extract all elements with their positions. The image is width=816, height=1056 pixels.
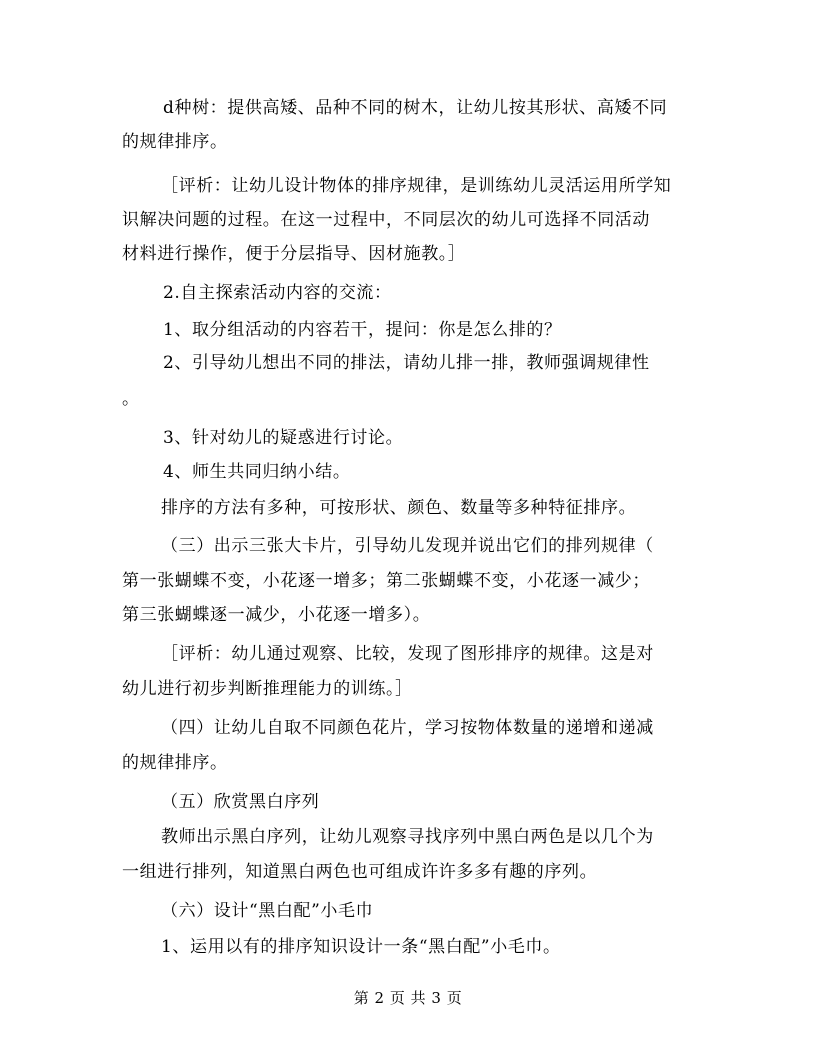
text-line: （六）设计“黑白配”小毛巾 (161, 901, 374, 921)
text-line: 第三张蝴蝶逐一减少，小花逐一增多）。 (122, 605, 431, 625)
text-line: ［评析：幼儿通过观察、比较，发现了图形排序的规律。这是对 (161, 644, 654, 664)
text-line: 1、取分组活动的内容若干，提问：你是怎么排的？ (163, 320, 562, 340)
text-line: 3、针对幼儿的疑惑进行讨论。 (163, 428, 404, 448)
text-line: 2、引导幼儿想出不同的排法，请幼儿排一排，教师强调规律性 (163, 353, 650, 373)
page-number-footer: 第 2 页 共 3 页 (353, 989, 463, 1007)
text-line: （四）让幼儿自取不同颜色花片，学习按物体数量的递增和递减 (161, 718, 654, 738)
text-line: 教师出示黑白序列，让幼儿观察寻找序列中黑白两色是以几个为 (161, 827, 654, 847)
text-line: （五）欣赏黑白序列 (161, 792, 320, 812)
text-line: ［评析：让幼儿设计物体的排序规律，是训练幼儿灵活运用所学知 (161, 176, 672, 196)
text-line: 一组进行排列，知道黑白两色也可组成许许多多有趣的序列。 (122, 862, 598, 882)
text-line: d种树：提供高矮、品种不同的树木，让幼儿按其形状、高矮不同 (163, 98, 668, 118)
text-line: 。 (122, 389, 140, 409)
text-line: 2.自主探索活动内容的交流： (163, 283, 392, 303)
text-line: 的规律排序。 (122, 132, 228, 152)
text-line: 4、师生共同归纳小结。 (163, 462, 351, 482)
text-line: （三）出示三张大卡片，引导幼儿发现并说出它们的排列规律（ (161, 536, 654, 556)
text-line: 排序的方法有多种，可按形状、颜色、数量等多种特征排序。 (161, 498, 637, 518)
text-line: 识解决问题的过程。在这一过程中，不同层次的幼儿可选择不同活动 (122, 210, 650, 230)
text-line: 1、运用以有的排序知识设计一条“黑白配”小毛巾。 (161, 937, 561, 957)
text-line: 幼儿进行初步判断推理能力的训练。］ (122, 679, 413, 699)
text-line: 材料进行操作，便于分层指导、因材施教。］ (122, 244, 466, 264)
text-line: 的规律排序。 (122, 753, 228, 773)
text-line: 第一张蝴蝶不变，小花逐一增多；第二张蝴蝶不变，小花逐一减少； (122, 571, 650, 591)
